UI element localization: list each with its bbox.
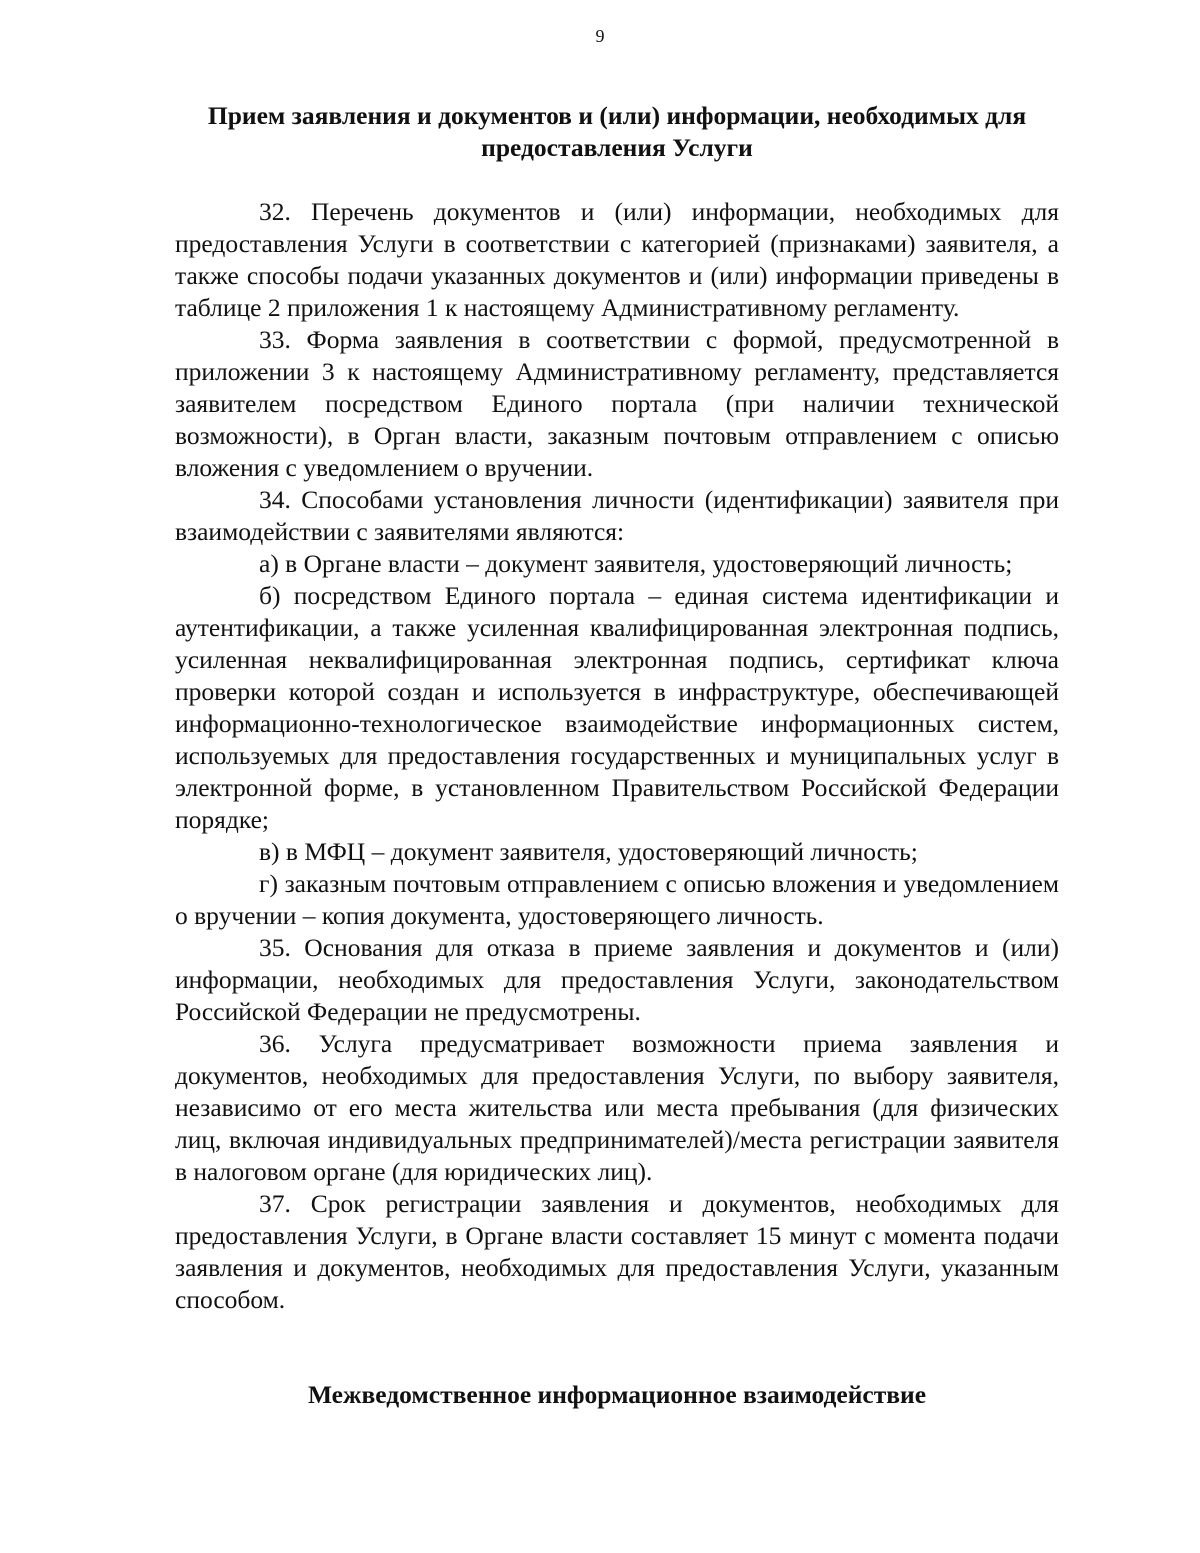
paragraph-37: 37. Срок регистрации заявления и документов, необходимых для предоставления Услуги, в Органе власти составляет 15 минут с момента подачи заявления и документов, необходимых для предоставления Услуги, указанным способом.: [175, 1189, 1059, 1314]
paragraph-34-v: в) в МФЦ – документ заявителя, удостоверяющий личность;: [259, 837, 918, 866]
document-body: [175, 100, 1059, 1316]
paragraph-36: 36. Услуга предусматривает возможности приема заявления и документов, необходимых для предоставления Услуги, по выбору заявителя, независимо от его места жительства или места пребывания (для физических лиц, включая индивидуальных предпринимателей)/места регистрации заявителя в налоговом органе (для юридических лиц).: [175, 1029, 1059, 1186]
page-number: 9: [595, 26, 605, 46]
section-title-interagency-interaction: Межведомственное информационное взаимодействие: [307, 1380, 927, 1409]
paragraph-34-b: б) посредством Единого портала – единая система идентификации и аутентификации, а также усиленная квалифицированная электронная подпись, усиленная неквалифицированная электронная подпись, сертификат ключа проверки которой создан и используется в инфраструктуре, обеспечивающей информационно-технологическое взаимодействие информационных систем, используемых для предоставления государственных и муниципальных услуг в электронной форме, в установленном Правительством Российской Федерации порядке;: [175, 581, 1059, 834]
paragraph-32: 32. Перечень документов и (или) информации, необходимых для предоставления Услуги в соответствии с категорией (признаками) заявителя, а также способы подачи указанных документов и (или) информации приведены в таблице 2 приложения 1 к настоящему Административному регламенту.: [175, 197, 1059, 322]
paragraph-34-g: г) заказным почтовым отправлением с описью вложения и уведомлением о вручении – копия документа, удостоверяющего личность.: [175, 869, 1059, 930]
paragraph-34: 34. Способами установления личности (идентификации) заявителя при взаимодействии с заявителями являются:: [175, 485, 1059, 546]
section-title-document-acceptance: Прием заявления и документов и (или) информации, необходимых для предоставления Услуги: [207, 101, 1027, 162]
paragraph-35: 35. Основания для отказа в приеме заявления и документов и (или) информации, необходимых для предоставления Услуги, законодательством Российской Федерации не предусмотрены.: [175, 933, 1059, 1026]
paragraph-34-a: а) в Органе власти – документ заявителя, удостоверяющий личность;: [259, 549, 1013, 578]
paragraph-33: 33. Форма заявления в соответствии с формой, предусмотренной в приложении 3 к настоящему Административному регламенту, представляется заявителем посредством Единого портала (при наличии технической возможности), в Орган власти, заказным почтовым отправлением с описью вложения с уведомлением о вручении.: [175, 325, 1059, 482]
